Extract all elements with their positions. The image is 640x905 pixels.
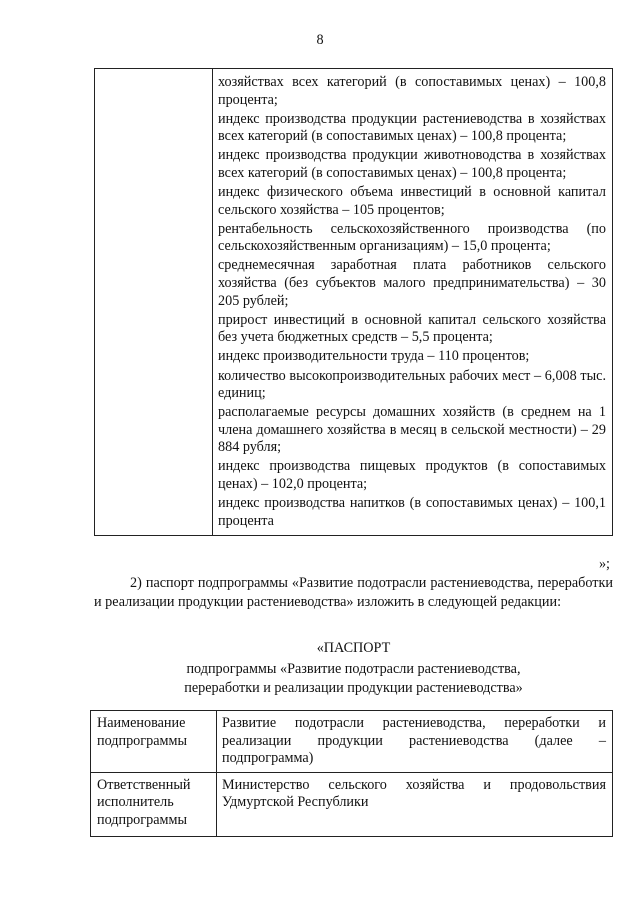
table-row xyxy=(91,772,613,836)
indicator-item: индекс физического объема инвестиций в основной капитал сельского хозяйства – 105 процентов; xyxy=(218,184,606,218)
passport-subtitle xyxy=(94,660,613,698)
passport-subtitle-line: подпрограммы «Развитие подотрасли растениеводства, xyxy=(186,661,521,677)
passport-value-name: Развитие подотрасли растениеводства, переработки и реализации продукции растениеводства (далее – подпрограмма) xyxy=(217,711,613,773)
indicators-value-cell xyxy=(213,69,613,536)
closing-quote: »; xyxy=(598,556,610,572)
indicator-item: хозяйствах всех категорий (в сопоставимых ценах) – 100,8 процента; xyxy=(218,74,606,108)
indicator-item: индекс производства продукции растениеводства в хозяйствах всех категорий (в сопоставимых ценах) – 100,8 процента; xyxy=(218,110,606,145)
page-number: 8 xyxy=(316,32,324,48)
passport-label-name: Наименование подпрограммы xyxy=(91,711,217,773)
passport-label-executor: Ответственный исполнитель подпрограммы xyxy=(91,772,217,836)
indicator-item: располагаемые ресурсы домашних хозяйств (в среднем на 1 члена домашнего хозяйства в месяц в сельской местности) – 29 884 рубля; xyxy=(218,404,606,456)
table-row xyxy=(91,711,613,773)
indicator-item: индекс производства пищевых продуктов (в сопоставимых ценах) – 102,0 процента; xyxy=(218,458,606,493)
indicator-item: количество высокопроизводительных рабочих мест – 6,008 тыс. единиц; xyxy=(218,367,606,402)
passport-subtitle-line: переработки и реализации продукции растениеводства» xyxy=(184,680,523,696)
table-row xyxy=(95,69,613,536)
amendment-text: 2) паспорт подпрограммы «Развитие подотрасли растениеводства, переработки и реализации продукции растениеводства» изложить в следующей редакции: xyxy=(94,575,613,610)
passport-title: «ПАСПОРТ xyxy=(316,640,391,656)
indicator-item: среднемесячная заработная плата работников сельского хозяйства (без субъектов малого предпринимательства) – 30 205 рублей; xyxy=(218,257,606,309)
indicator-item: индекс производства продукции животноводства в хозяйствах всех категорий (в сопоставимых ценах) – 100,8 процента; xyxy=(218,147,606,181)
indicators-table xyxy=(94,68,613,536)
indicator-item: прирост инвестиций в основной капитал сельского хозяйства без учета бюджетных средств – 5,5 процента; xyxy=(218,311,606,346)
indicator-item: индекс производительности труда – 110 процентов; xyxy=(218,348,530,365)
passport-value-executor: Министерство сельского хозяйства и продовольствия Удмуртской Республики xyxy=(217,772,613,836)
passport-table xyxy=(90,710,613,837)
amendment-paragraph xyxy=(94,574,613,612)
indicators-label-cell xyxy=(95,69,213,536)
indicator-item: рентабельность сельскохозяйственного производства (по сельскохозяйственным организациям) – 15,0 процента; xyxy=(218,220,606,255)
indicator-item: индекс производства напитков (в сопоставимых ценах) – 100,1 процента xyxy=(218,495,606,529)
